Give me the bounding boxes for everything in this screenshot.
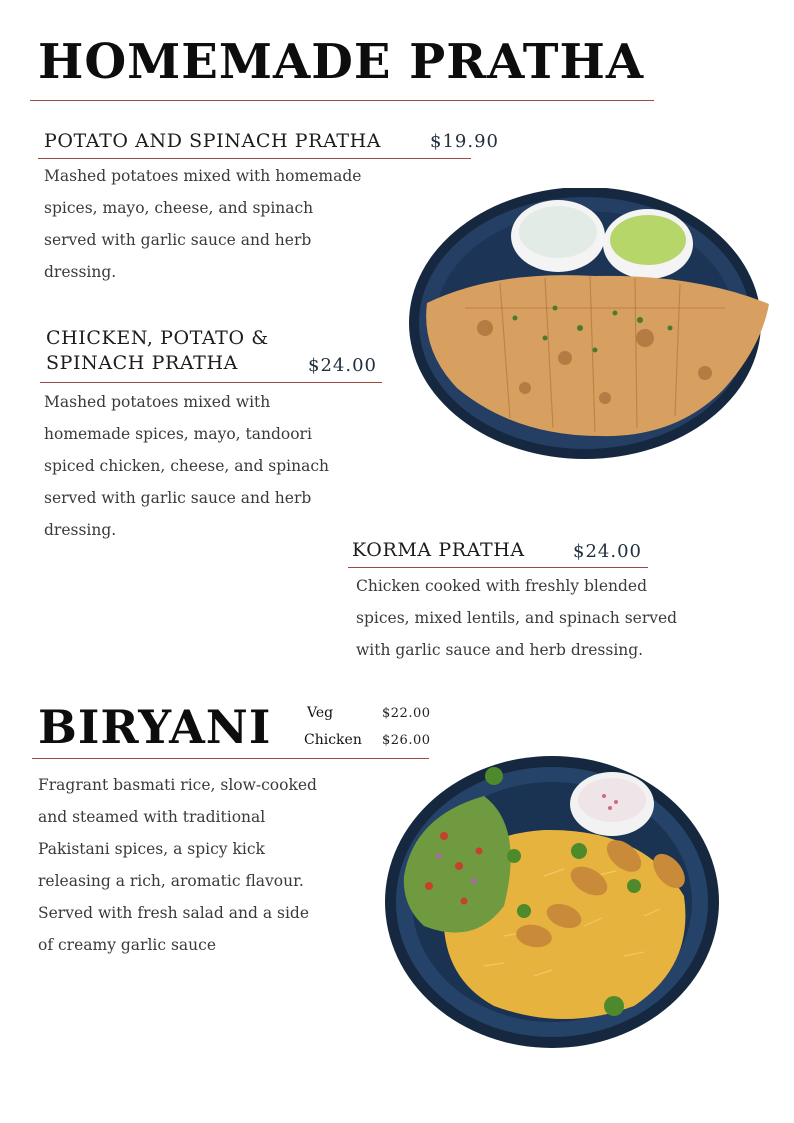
- biryani-veg-price: $22.00: [382, 706, 431, 721]
- potato-spinach-pratha-name: POTATO AND SPINACH PRATHA: [44, 130, 382, 152]
- biryani-photo: [384, 756, 724, 1050]
- biryani-title-divider: [32, 758, 429, 759]
- potato-spinach-pratha-price: $19.90: [430, 131, 499, 152]
- biryani-chicken-price: $26.00: [382, 733, 431, 748]
- pratha-title-divider: [30, 100, 654, 101]
- biryani-section-title: BIRYANI: [38, 700, 272, 754]
- biryani-chicken-label: Chicken: [304, 732, 362, 748]
- biryani-description: Fragrant basmati rice, slow-cooked and steamed with traditional Pakistani spices, a spicy kick releasing a rich, aromatic flavour. Served with fresh salad and a side of creamy garlic sauce: [38, 776, 317, 954]
- korma-pratha-description: Chicken cooked with freshly blended spices, mixed lentils, and spinach served with garlic sauce and herb dressing.: [356, 577, 678, 659]
- chicken-potato-spinach-pratha-name-line1: CHICKEN, POTATO &: [46, 327, 269, 349]
- chicken-potato-spinach-pratha-description: Mashed potatoes mixed with homemade spices, mayo, tandoori spiced chicken, cheese, and spinach served with garlic sauce and herb dressing.: [44, 393, 330, 539]
- potato-spinach-pratha-description: Mashed potatoes mixed with homemade spices, mayo, cheese, and spinach served with garlic sauce and herb dressing.: [44, 167, 362, 281]
- chicken-potato-spinach-pratha-name-line2: SPINACH PRATHA: [46, 352, 238, 374]
- korma-pratha-divider: [348, 567, 648, 568]
- korma-pratha-name: KORMA PRATHA: [352, 539, 525, 561]
- chicken-potato-spinach-pratha-divider: [40, 382, 382, 383]
- pratha-photo: [405, 188, 775, 466]
- chicken-potato-spinach-pratha-price: $24.00: [308, 355, 377, 376]
- potato-spinach-pratha-divider: [38, 158, 471, 159]
- korma-pratha-price: $24.00: [573, 541, 642, 562]
- biryani-veg-label: Veg: [307, 705, 334, 721]
- pratha-section-title: HOMEMADE PRATHA: [38, 34, 645, 90]
